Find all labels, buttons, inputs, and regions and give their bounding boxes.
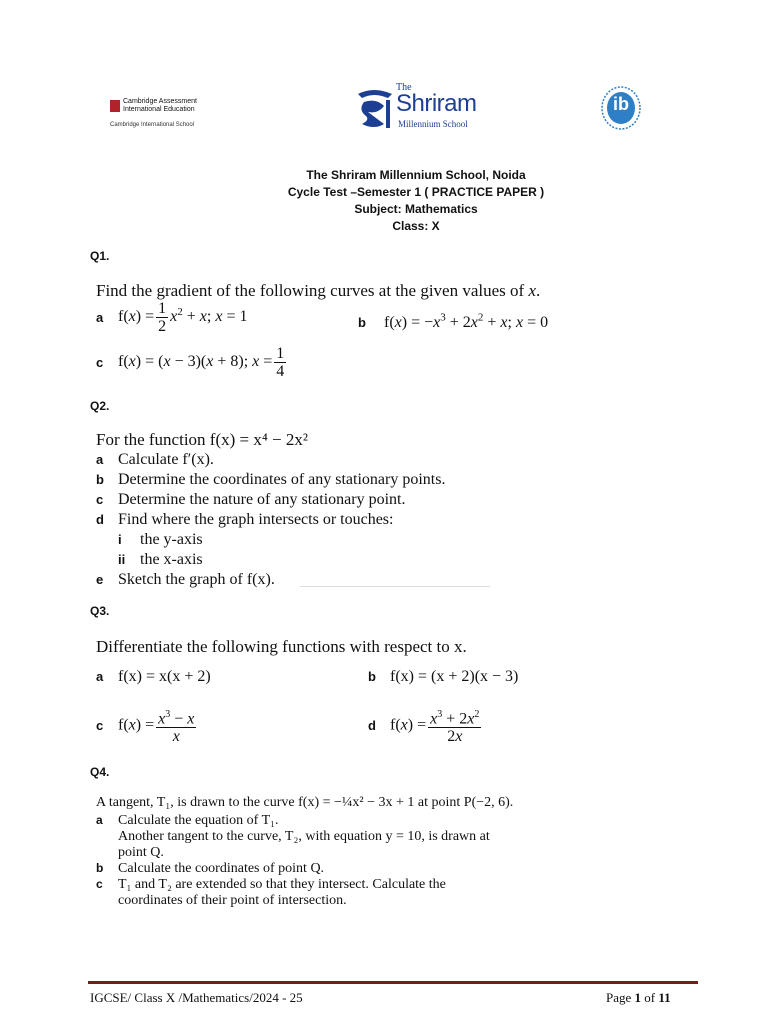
footer-page (606, 990, 671, 1006)
q4-part-a-line2: Another tangent to the curve, T₂, with equation y = 10, is drawn at (118, 829, 490, 844)
q4-c-letter: c (96, 877, 103, 891)
q2-di-letter: i (118, 532, 122, 547)
q3-a-expr: f(x) = x(x + 2) (118, 668, 211, 685)
q3-a-letter: a (96, 669, 104, 684)
q3-label: Q3. (90, 604, 110, 618)
q2-d-letter: d (96, 512, 104, 527)
page-number: 1 (634, 990, 642, 1005)
q4-b-letter: b (96, 861, 104, 875)
q1-b-letter: b (358, 315, 366, 331)
q2-part-c (96, 491, 516, 511)
q3-d-expr: f(x) = $\frac{x^3 + 2x^2}{2x}$ (390, 706, 483, 745)
q4-part-c (96, 877, 576, 893)
test-title: Cycle Test –Semester 1 ( PRACTICE PAPER ) (287, 185, 545, 199)
q2-di-text: the y-axis (140, 531, 203, 548)
q2-c-text: Determine the nature of any stationary point. (118, 491, 406, 508)
q2-b-text: Determine the coordinates of any stationary points. (118, 471, 446, 488)
q2-dii-letter: ii (118, 552, 126, 567)
class-line: Class: X (392, 219, 440, 233)
q2-part-e (96, 571, 516, 591)
q1-stem (96, 281, 540, 301)
cambridge-line3: Cambridge International School (110, 122, 195, 128)
q1-b-expr: $f(x) = -x^3 + 2x^2 + x$; x = 0 (384, 312, 549, 332)
q3-b-expr: f(x) = (x + 2)(x − 3) (390, 668, 519, 685)
q2-c-letter: c (96, 492, 104, 507)
page-total: 11 (658, 990, 671, 1005)
q1-a-letter: a (96, 310, 104, 325)
q3-part-d (368, 706, 483, 745)
cambridge-line1: Cambridge Assessment (123, 98, 197, 105)
subject-line: Subject: Mathematics (354, 202, 478, 216)
cambridge-logo (110, 98, 210, 134)
q1-part-b (358, 312, 548, 332)
q3-part-b (368, 668, 518, 686)
footer-rule (88, 981, 698, 984)
q2-parts (96, 451, 516, 591)
ib-text: ib (613, 94, 629, 114)
q2-d-text: Find where the graph intersects or touches: (118, 511, 394, 528)
q4-part-a (96, 813, 576, 829)
q2-b-letter: b (96, 472, 104, 487)
cambridge-shield-icon (110, 100, 120, 112)
q2-e-text: Sketch the graph of f(x). (118, 571, 275, 588)
q4-label: Q4. (90, 765, 110, 779)
q1-stem-var: x (528, 281, 536, 300)
q2-label: Q2. (90, 399, 110, 413)
shriram-subtitle: Millennium School (398, 119, 468, 129)
q4-a-letter: a (96, 813, 103, 827)
q3-stem: Differentiate the following functions with respect to x. (96, 637, 467, 656)
q2-dii-text: the x-axis (140, 551, 203, 568)
q2-e-letter: e (96, 572, 104, 587)
q4-part-c-line2: coordinates of their point of intersection. (118, 893, 347, 908)
shriram-the: The (396, 82, 412, 93)
q4-c-text: T₁ and T₂ are extended so that they intersect. Calculate the (118, 877, 446, 892)
q3-b-letter: b (368, 669, 376, 684)
q1-label: Q1. (90, 249, 110, 263)
q1-a-expr: f(x) = $\frac{1}{2}$ $x^2 + x$; x = 1 (118, 300, 248, 335)
q4-parts (96, 813, 576, 909)
shriram-name: Shriram (396, 90, 477, 117)
q4-a-text: Calculate the equation of T₁. (118, 813, 279, 828)
q4-stem: A tangent, T₁, is drawn to the curve f(x) = −¼x² − 3x + 1 at point P(−2, 6). (96, 795, 514, 810)
q4-part-b (96, 861, 576, 877)
q4-b-text: Calculate the coordinates of point Q. (118, 861, 325, 876)
q4-part-a-line3: point Q. (118, 845, 164, 860)
page-word: Page (606, 990, 632, 1005)
of-word: of (644, 990, 656, 1005)
q3-part-a (96, 668, 211, 686)
ib-logo (600, 85, 642, 131)
q2-part-d-i (96, 531, 516, 551)
footer-left: IGCSE/ Class X /Mathematics/2024 - 25 (90, 990, 303, 1005)
q3-d-letter: d (368, 718, 376, 734)
q3-part-c (96, 706, 198, 745)
q2-part-d-ii (96, 551, 516, 571)
cambridge-line2: International Education (123, 106, 195, 113)
q2-stem: For the function f(x) = x⁴ − 2x² (96, 430, 308, 449)
q2-a-text: Calculate f′(x). (118, 451, 214, 468)
q2-divider (300, 586, 490, 587)
q3-c-expr: f(x) = $\frac{x^3 - x}{x}$ (118, 706, 198, 745)
q2-part-a (96, 451, 516, 471)
q2-part-b (96, 471, 516, 491)
q1-stem-text: Find the gradient of the following curves at the given values of (96, 281, 529, 300)
q1-c-letter: c (96, 355, 104, 370)
shriram-emblem-icon (354, 84, 396, 134)
q3-c-letter: c (96, 718, 104, 734)
q1-stem-end: . (536, 281, 541, 300)
q2-part-d (96, 511, 516, 531)
q1-part-a (96, 300, 247, 335)
shriram-logo (354, 80, 477, 136)
school-name: The Shriram Millennium School, Noida (306, 168, 526, 182)
q2-a-letter: a (96, 452, 104, 467)
q1-c-expr: f(x) = (x − 3)(x + 8); x = $\frac{1}{4}$ (118, 345, 285, 380)
q1-part-c (96, 345, 288, 380)
